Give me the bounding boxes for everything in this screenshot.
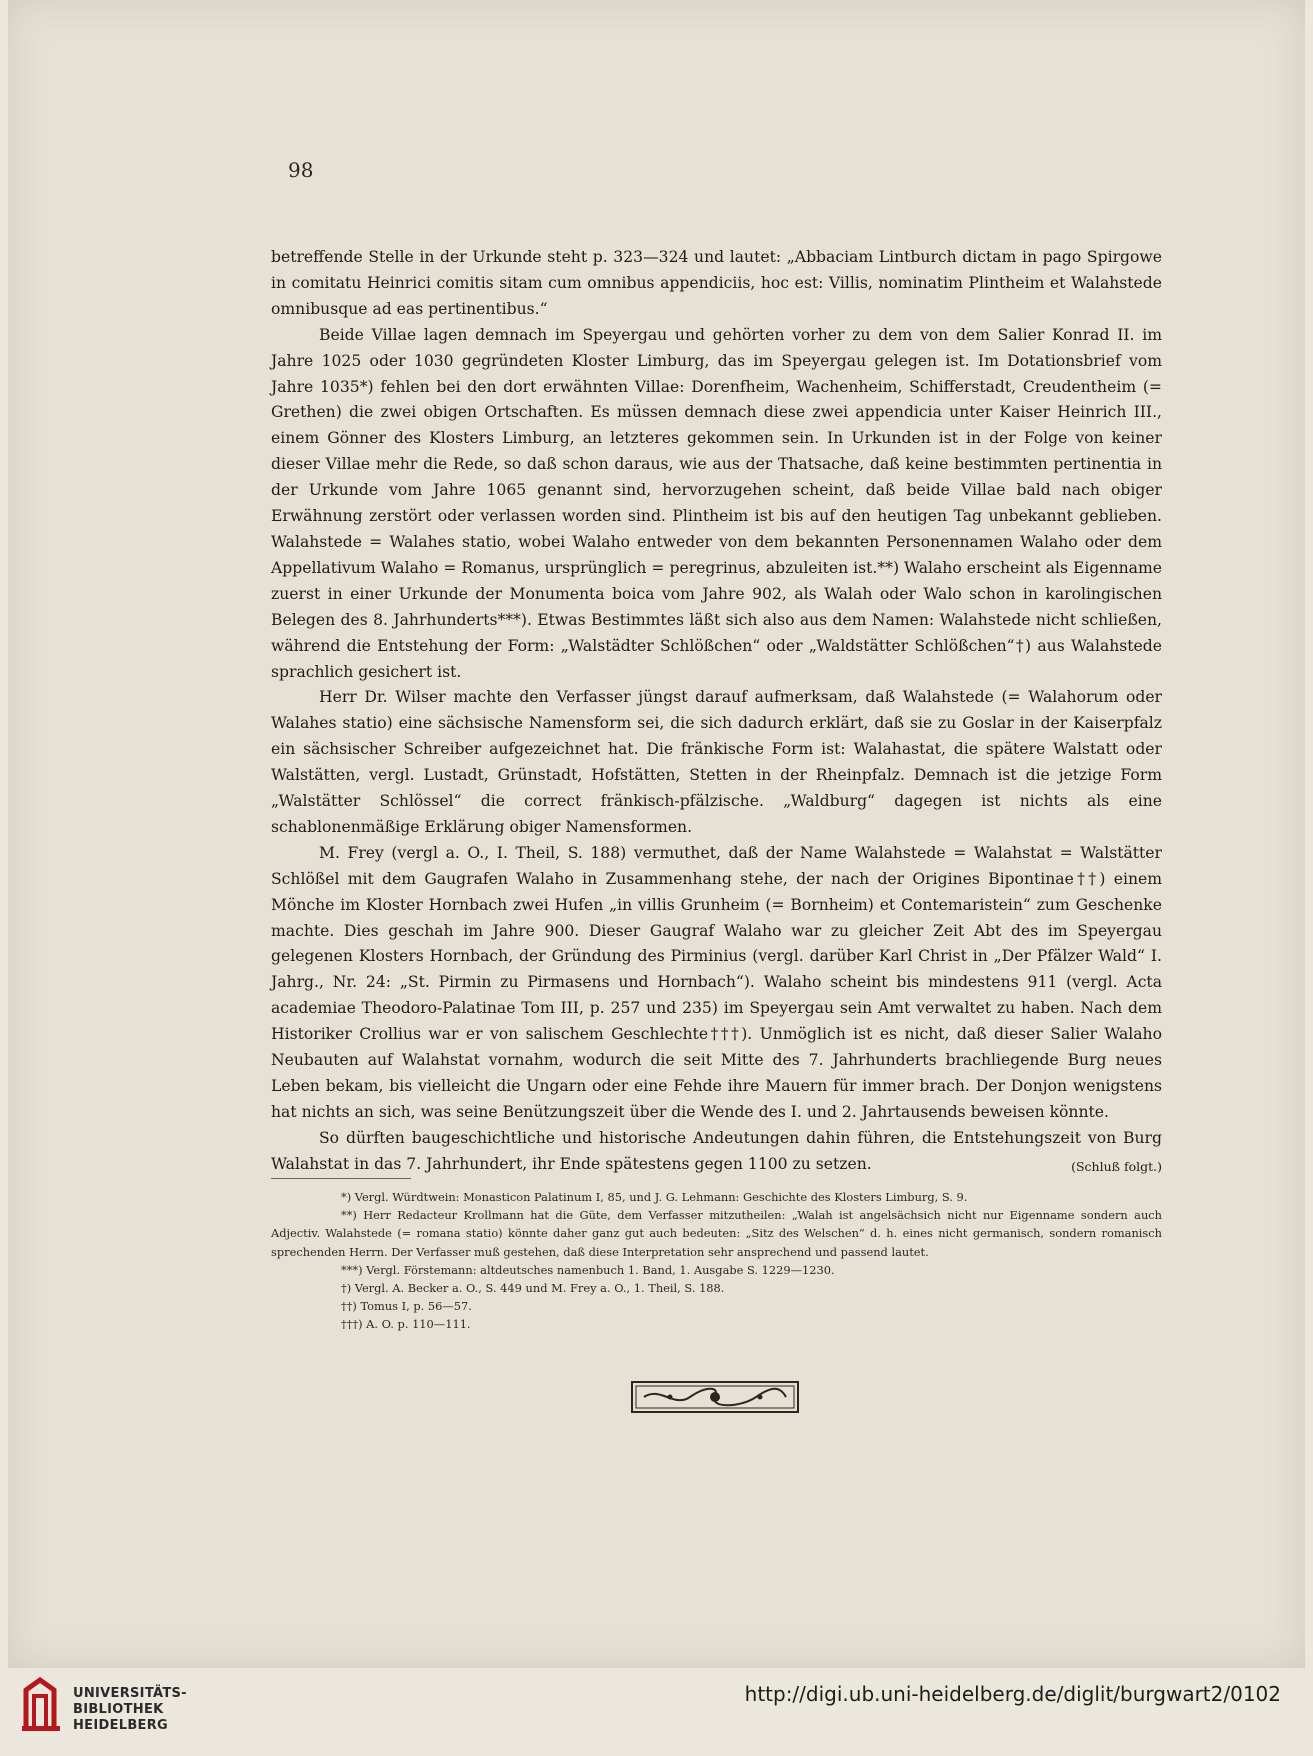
footnote-6: †††) A. O. p. 110—111. (341, 1317, 471, 1332)
paragraph-5 (271, 1126, 1162, 1178)
footnote-divider (271, 1178, 411, 1179)
library-name-line-2: BIBLIOTHEK (73, 1702, 164, 1717)
paragraph-2: Beide Villae lagen demnach im Speyergau und gehörten vorher zu dem von dem Salier Konrad II. im Jahre 1025 oder 1030 gegründeten Kloster Limburg, das im Speyergau gelegen ist. Im Dotationsbrief vom Jahre 1035*) fehlen bei den dort erwähnten Villae: Dorenfheim, Wachenheim, Schifferstadt, Creudentheim (= Grethen) die zwei obigen Ortschaften. Es müssen demnach diese zwei appendicia unter Kaiser Heinrich III., einem Gönner des Klosters Limburg, an letzteres gekommen sein. In Urkunden ist in der Folge von keiner dieser Villae mehr die Rede, so daß schon daraus, wie aus der Thatsache, daß keine bestimmten pertinentia in der Urkunde vom Jahre 1065 genannt sind, hervorzugehen scheint, daß beide Villae bald nach obiger Erwähnung zerstört oder verlassen worden sind. Plintheim ist bis auf den heutigen Tag unbekannt geblieben. Walahstede = Walahes statio, wobei Walaho entweder von dem bekannten Personennamen Walaho oder dem Appellativum Walaho = Romanus, ursprünglich = peregrinus, abzuleiten ist.**) Walaho erscheint als Eigenname zuerst in einer Urkunde der Monumenta boica vom Jahre 902, als Walah oder Walo schon in karolingischen Belegen des 8. Jahrhunderts***). Etwas Bestimmtes läßt sich also aus dem Namen: Walahstede nicht schließen, während die Entstehung der Form: „Walstädter Schlößchen“ oder „Waldstätter Schlößchen“†) aus Walahstede sprachlich gesichert ist. (271, 325, 1162, 681)
library-name-line-1: UNIVERSITÄTS- (73, 1686, 187, 1701)
library-name (73, 1686, 187, 1734)
footnotes (271, 1188, 1162, 1334)
paragraph-4: M. Frey (vergl a. O., I. Theil, S. 188) vermuthet, daß der Name Walahstede = Walahstat = Walstätter Schlößel mit dem Gaugrafen Walaho in Zusammenhang stehe, der nach der Origines Bipontinae††) einem Mönche im Kloster Hornbach zwei Hufen „in villis Grunheim (= Bornheim) et Contemaristein“ zum Geschenke machte. Dies geschah im Jahre 900. Dieser Gaugraf Walaho war zu gleicher Zeit Abt des im Speyergau gelegenen Klosters Hornbach, der Gründung des Pirminius (vergl. darüber Karl Christ in „Der Pfälzer Wald“ I. Jahrg., Nr. 24: „St. Pirmin zu Pirmasens und Hornbach“). Walaho scheint bis mindestens 911 (vergl. Acta academiae Theodoro-Palatinae Tom III, p. 257 und 235) im Speyergau sein Amt verwaltet zu haben. Nach dem Historiker Crollius war er von salischem Geschlechte†††). Unmöglich ist es nicht, daß dieser Salier Walaho Neubauten auf Walahstat vornahm, wodurch die seit Mitte des 7. Jahrhunderts brachliegende Burg neues Leben bekam, bis vielleicht die Ungarn oder eine Fehde ihre Mauern für immer brach. Der Donjon wenigstens hat nichts an sich, was seine Benützungszeit über die Wende des I. und 2. Jahrtausends beweisen könnte. (271, 843, 1162, 1121)
footnote-5: ††) Tomus I, p. 56—57. (341, 1299, 472, 1314)
article-body (271, 245, 1162, 1180)
paragraph-5-text: So dürften baugeschichtliche und historische Andeutungen dahin führen, die Entstehungszeit von Burg Walahstat in das 7. Jahrhundert, ihr Ende spätestens gegen 1100 zu setzen. (271, 1128, 1162, 1173)
page-number: 98 (288, 158, 314, 182)
source-url-link[interactable]: http://digi.ub.uni-heidelberg.de/diglit/burgwart2/0102 (744, 1682, 1281, 1706)
university-library-logo-icon (20, 1676, 62, 1734)
library-name-line-3: HEIDELBERG (73, 1718, 169, 1733)
footnote-1: *) Vergl. Würdtwein: Monasticon Palatinum I, 85, und J. G. Lehmann: Geschichte des Klosters Limburg, S. 9. (341, 1190, 968, 1204)
footnote-4: †) Vergl. A. Becker a. O., S. 449 und M. Frey a. O., 1. Theil, S. 188. (341, 1281, 725, 1296)
footnote-2: **) Herr Redacteur Krollmann hat die Güte, dem Verfasser mitzutheilen: „Walah ist angelsächsich nicht nur Eigenname sondern auch Adjectiv. Walahstede (= romana statio) könnte daher ganz gut auch bedeuten: „Sitz des Welschen“ d. h. eines nicht germanisch, sondern romanisch sprechenden Herrn. Der Verfasser muß gestehen, daß diese Interpretation sehr ansprechend und passend lautet. (271, 1208, 1162, 1259)
continuation-note: (Schluß folgt.) (1071, 1158, 1162, 1174)
footnote-3: ***) Vergl. Förstemann: altdeutsches namenbuch 1. Band, 1. Ausgabe S. 1229—1230. (341, 1262, 835, 1277)
paragraph-1: betreffende Stelle in der Urkunde steht p. 323—324 und lautet: „Abbaciam Lintburch dictam in pago Spirgowe in comitatu Heinrici comitis sitam cum omnibus appendiciis, hoc est: Villis, nominatim Plintheim et Walahstede omnibusque ad eas pertinentibus.“ (271, 248, 1162, 318)
paragraph-3: Herr Dr. Wilser machte den Verfasser jüngst darauf aufmerksam, daß Walahstede (= Walahorum oder Walahes statio) eine sächsische Namensform sei, die sich dadurch erklärt, daß sie zu Goslar in der Kaiserpfalz ein sächsischer Schreiber aufgezeichnet hat. Die fränkische Form ist: Walahastat, die spätere Walstatt oder Walstätten, vergl. Lustadt, Grünstadt, Hofstätten, Stetten in der Rheinpfalz. Demnach ist die jetzige Form „Walstätter Schlössel“ die correct fränkisch-pfälzische. „Waldburg“ dagegen ist nichts als eine schablonenmäßige Erklärung obiger Namensformen. (271, 688, 1162, 836)
end-ornament-icon (630, 1380, 800, 1414)
